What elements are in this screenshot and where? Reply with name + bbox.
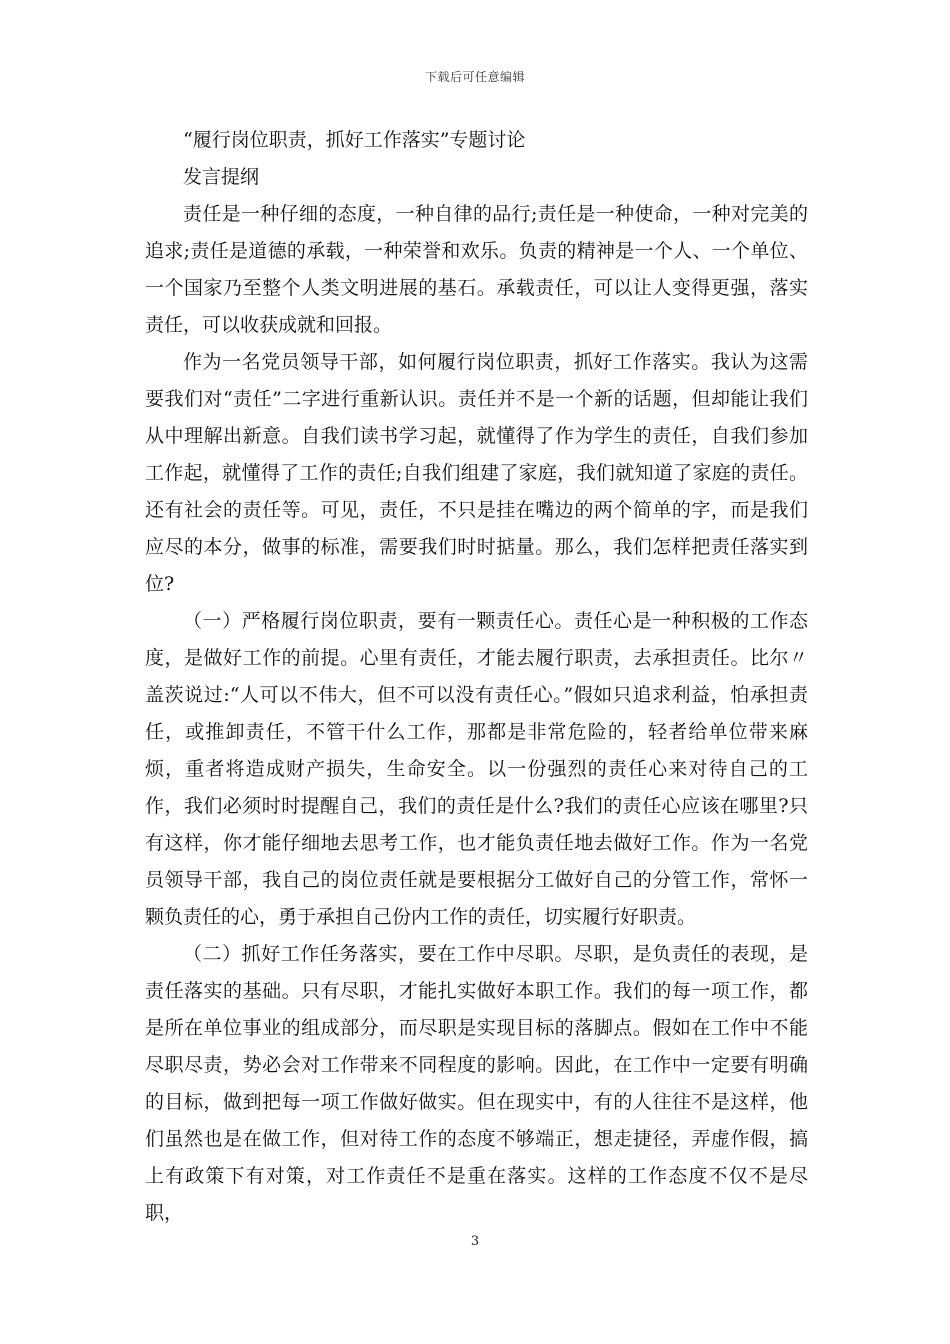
paragraph-section-two: （二）抓好工作任务落实，要在工作中尽职。尽职，是负责任的表现，是责任落实的基础。只有尽职，才能扎实做好本职工作。我们的每一项工作，都是所在单位事业的组成部分，而尽职是实现目标的落脚点。假如在工作中不能尽职尽责，势必会对工作带来不同程度的影响。因此，在工作中一定要有明确的目标，做到把每一项工作做好做实。但在现实中，有的人往往不是这样，他们虽然也是在做工作，但对待工作的态度不够端正，想走捷径，弄虚作假，搞上有政策下有对策，对工作责任不是重在落实。这样的工作态度不仅不是尽职， bbox=[145, 943, 808, 1224]
paragraph-responsibility-recognition: 作为一名党员领导干部，如何履行岗位职责，抓好工作落实。我认为这需要我们对“责任”二字进行重新认识。责任并不是一个新的话题，但却能让我们从中理解出新意。自我们读书学习起，就懂得了作为学生的责任，自我们参加工作起，就懂得了工作的责任;自我们组建了家庭，我们就知道了家庭的责任。还有社会的责任等。可见，责任，不只是挂在嘴边的两个简单的字，而是我们应尽的本分，做事的标准，需要我们时时掂量。那么，我们怎样把责任落实到位? bbox=[145, 351, 808, 595]
document-subtitle: 发言提纲 bbox=[183, 166, 260, 188]
page-header-note: 下载后可任意编辑 bbox=[424, 70, 525, 84]
document-title: “履行岗位职责，抓好工作落实”专题讨论 bbox=[183, 129, 526, 151]
page-number: 3 bbox=[470, 1234, 480, 1249]
paragraph-section-one: （一）严格履行岗位职责，要有一颗责任心。责任心是一种积极的工作态度，是做好工作的前提。心里有责任，才能去履行职责，去承担责任。比尔〃盖茨说过:“人可以不伟大，但不可以没有责任心。”假如只追求利益，怕承担责任，或推卸责任，不管干什么工作，那都是非常危险的，轻者给单位带来麻烦，重者将造成财产损失，生命安全。以一份强烈的责任心来对待自己的工作，我们必须时时提醒自己，我们的责任是什么?我们的责任心应该在哪里?只有这样，你才能仔细地去思考工作，也才能负责任地去做好工作。作为一名党员领导干部，我自己的岗位责任就是要根据分工做好自己的分管工作，常怀一颗负责任的心，勇于承担自己份内工作的责任，切实履行好职责。 bbox=[145, 610, 808, 928]
paragraph-intro: 责任是一种仔细的态度，一种自律的品行;责任是一种使命，一种对完美的追求;责任是道德的承载，一种荣誉和欢乐。负责的精神是一个人、一个单位、一个国家乃至整个人类文明进展的基石。承载责任，可以让人变得更强，落实责任，可以收获成就和回报。 bbox=[145, 203, 808, 336]
document-body bbox=[145, 122, 808, 1232]
